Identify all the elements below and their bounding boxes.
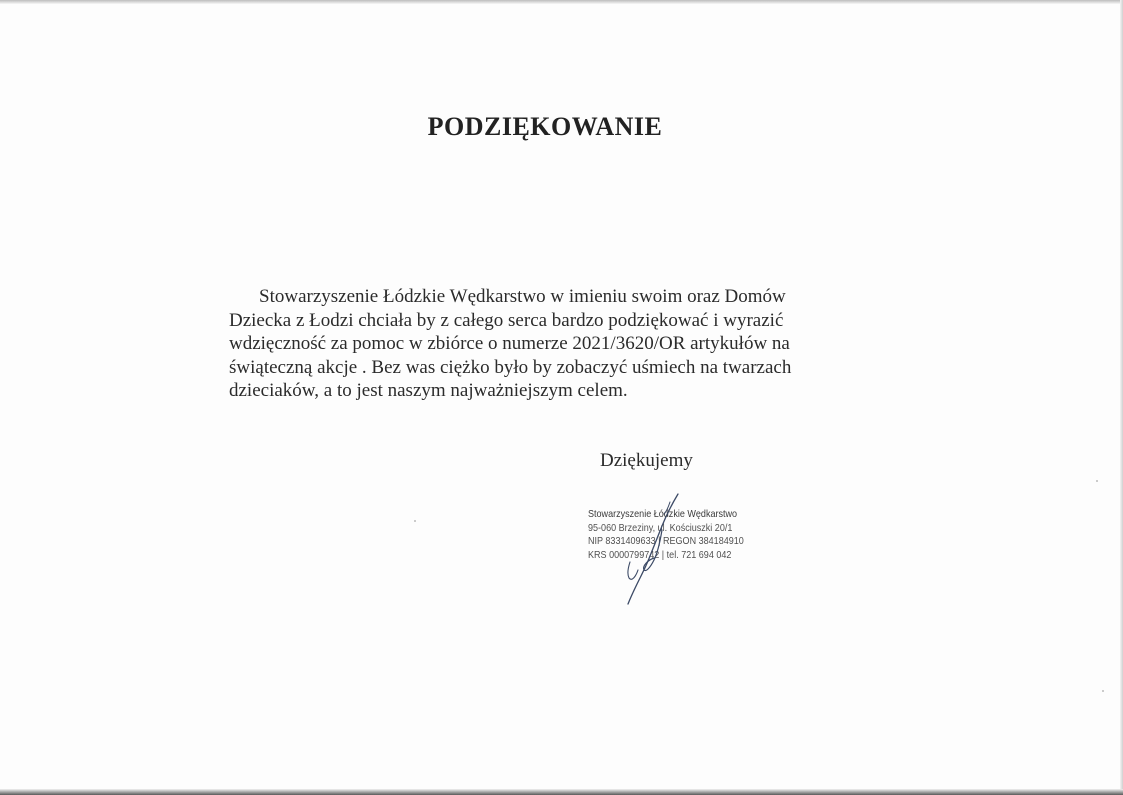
paragraph-line: Dziecka z Łodzi chciała by z całego serca bardzo podziękować i wyrazić [229, 309, 784, 331]
scan-edge-top [0, 0, 1123, 4]
scan-speck [1096, 480, 1098, 482]
signature-stroke [628, 494, 678, 604]
paragraph-line: dzieciaków, a to jest naszym najważniejszym celem. [229, 380, 628, 401]
scan-speck [414, 520, 416, 522]
scan-edge-bottom [0, 789, 1123, 795]
scan-speck [1102, 690, 1104, 692]
signature-stroke [628, 562, 638, 579]
stamp-organization-name: Stowarzyszenie Łódzkie Wędkarstwo [588, 508, 738, 520]
letter-body [229, 285, 844, 403]
signature-stroke [664, 502, 670, 514]
stamp-tax-ids: NIP 8331409633 | REGON 384184910 [588, 535, 744, 547]
paragraph-line: świąteczną akcje . Bez was ciężko było by zobaczyć uśmiech na twarzach [229, 356, 792, 378]
handwritten-signature [600, 490, 690, 615]
document-title: PODZIĘKOWANIE [427, 112, 663, 141]
stamp-registry-phone: KRS 0000799742 | tel. 721 694 042 [588, 548, 732, 561]
stamp-address: 95-060 Brzeziny, ul. Kościuszki 20/1 [588, 521, 733, 534]
paragraph-line: Stowarzyszenie Łódzkie Wędkarstwo w imieniu swoim oraz Domów [259, 286, 786, 307]
closing-thanks: Dziękujemy [600, 450, 693, 471]
paragraph-line: wdzięczność za pomoc w zbiórce o numerze 2021/3620/OR artykułów na [229, 333, 790, 354]
